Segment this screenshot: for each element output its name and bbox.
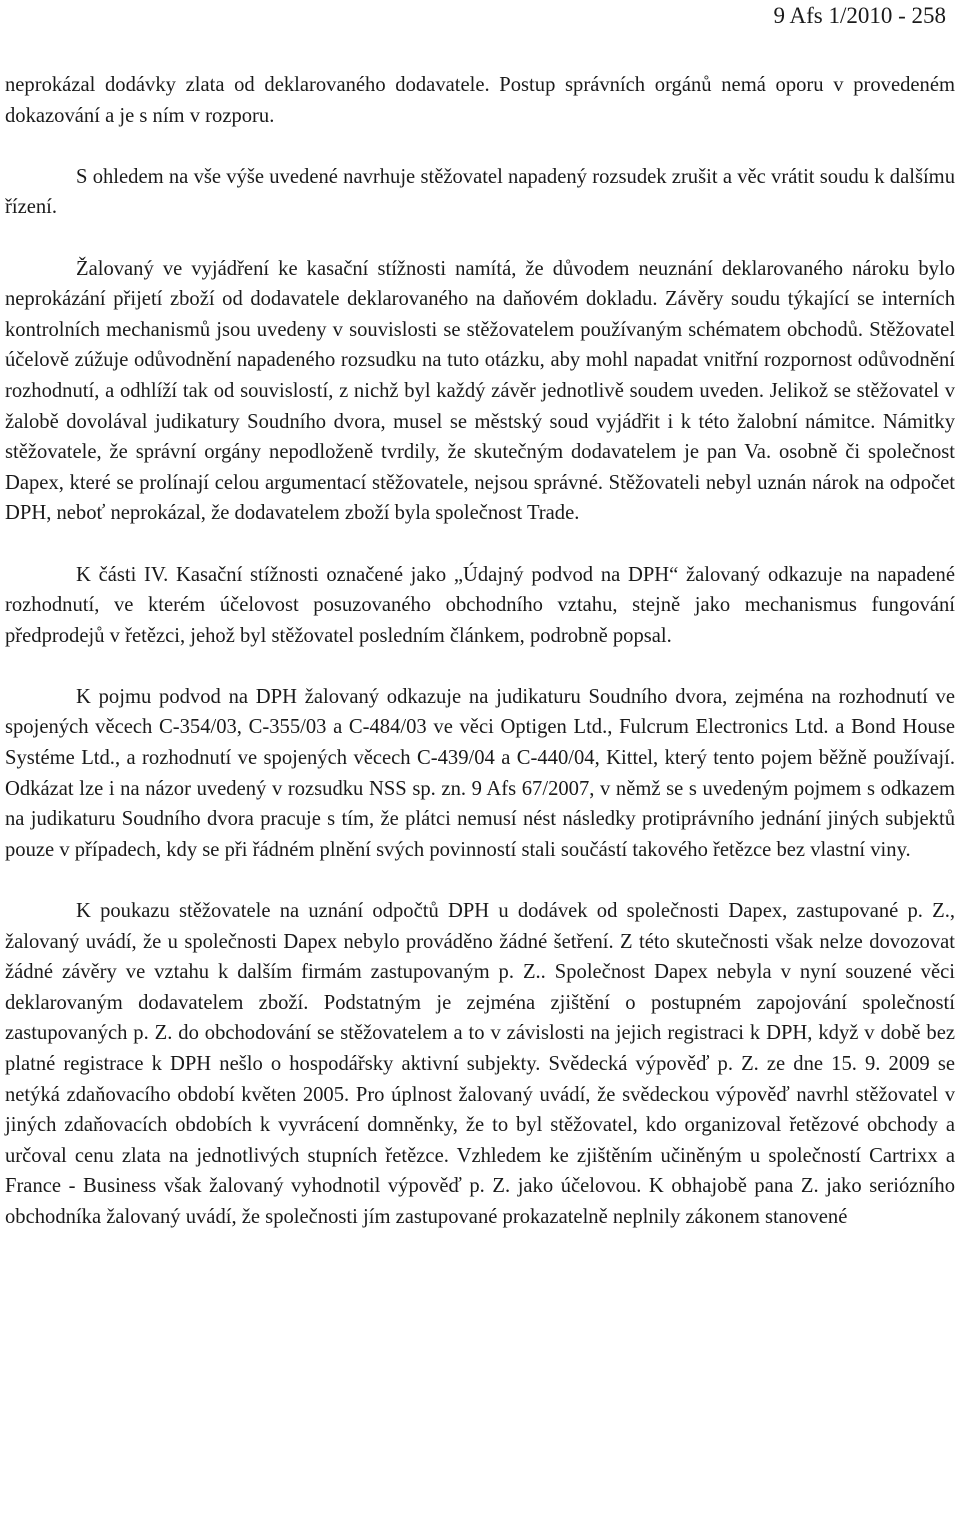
paragraph-continuation: neprokázal dodávky zlata od deklarovaného dodavatele. Postup správních orgánů nemá oporu v provedeném dokazování a je s ním v rozporu. — [5, 74, 955, 127]
case-number-header: 9 Afs 1/2010 - 258 — [773, 3, 946, 28]
paragraph-respondent-statement: Žalovaný ve vyjádření ke kasační stížnosti namítá, že důvodem neuznání deklarovaného nároku bylo neprokázání přijetí zboží od dodavatele deklarovaného na daňovém dokladu. Závěry soudu týkající se interních kontrolních mechanismů jsou uvedeny v souvislosti se stěžovatelem používaným schématem obchodů. Stěžovatel účelově zúžuje odůvodnění napadeného rozsudku na tuto otázku, aby mohl napadat vnitřní rozpornost odůvodnění rozhodnutí, a odhlíží tak od souvislostí, z nichž byl každý závěr jednotlivě soudem uveden. Jelikož se stěžovatel v žalobě dovolával judikatury Soudního dvora, musel se městský soud vyjádřit i k této žalobní námitce. Námitky stěžovatele, že správní orgány nepodloženě tvrdily, že skutečným dodavatelem je pan Va. osobně či společnost Dapex, které se prolínají celou argumentací stěžovatele, nejsou správné. Stěžovateli nebyl uznán nárok na odpočet DPH, neboť neprokázal, že dodavatelem zboží byla společnost Trade. — [5, 257, 955, 525]
paragraph-proposal: S ohledem na vše výše uvedené navrhuje stěžovatel napadený rozsudek zrušit a věc vrátit soudu k dalšímu řízení. — [5, 165, 955, 219]
document-body — [5, 70, 955, 1233]
paragraph-part-iv: K části IV. Kasační stížnosti označené jako „Údajný podvod na DPH“ žalovaný odkazuje na napadené rozhodnutí, ve kterém účelovost posuzovaného obchodního vztahu, stejně jako mechanismus fungování předprodejů v řetězci, jehož byl stěžovatel posledním článkem, podrobně popsal. — [5, 563, 955, 647]
paragraph-vat-fraud-concept: K pojmu podvod na DPH žalovaný odkazuje na judikaturu Soudního dvora, zejména na rozhodnutí ve spojených věcech C-354/03, C-355/03 a C-484/03 ve věci Optigen Ltd., Fulcrum Electronics Ltd. a Bond House Systéme Ltd., a rozhodnutí ve spojených věcech C-439/04 a C-440/04, Kittel, který tento pojem běžně používají. Odkázat lze i na názor uvedený v rozsudku NSS sp. zn. 9 Afs 67/2007, v němž se s uvedeným pojmem s odkazem na judikaturu Soudního dvora pracuje s tím, že plátci nemusí nést následky protiprávního jednání jiných subjektů pouze v případech, kdy se při řádném plnění svých povinností stali součástí takového řetězce bez vlastní viny. — [5, 685, 955, 861]
paragraph-dapex: K poukazu stěžovatele na uznání odpočtů DPH u dodávek od společnosti Dapex, zastupované p. Z., žalovaný uvádí, že u společnosti Dapex nebylo prováděno žádné šetření. Z této skutečnosti však nelze dovozovat žádné závěry ve vztahu k dalším firmám zastupovaným p. Z.. Společnost Dapex nebyla v nyní souzené věci deklarovaným dodavatelem zboží. Podstatným je zejména zjištění o postupném zapojování společností zastupovaných p. Z. do obchodování se stěžovatelem a to v závislosti na jejich registraci k DPH, když v době bez platné registrace k DPH nešlo o hospodářsky aktivní subjekty. Svědecká výpověď p. Z. ze dne 15. 9. 2009 se netýká zdaňovacího období květen 2005. Pro úplnost žalovaný uvádí, že svědeckou výpověď navrhl stěžovatel v jiných zdaňovacích obdobích k vyvrácení domněnky, že to byl stěžovatel, kdo organizoval řetězové obchody a určoval cenu zlata na jednotlivých stupních řetězce. Vzhledem ke zjištěním učiněným u společností Cartrixx a France - Business však žalovaný vyhodnotil výpověď p. Z. jako účelovou. K obhajobě pana Z. jako seriózního obchodníka žalovaný uvádí, že společnosti jím zastupované prokazatelně neplnily zákonem stanovené — [5, 900, 955, 1228]
